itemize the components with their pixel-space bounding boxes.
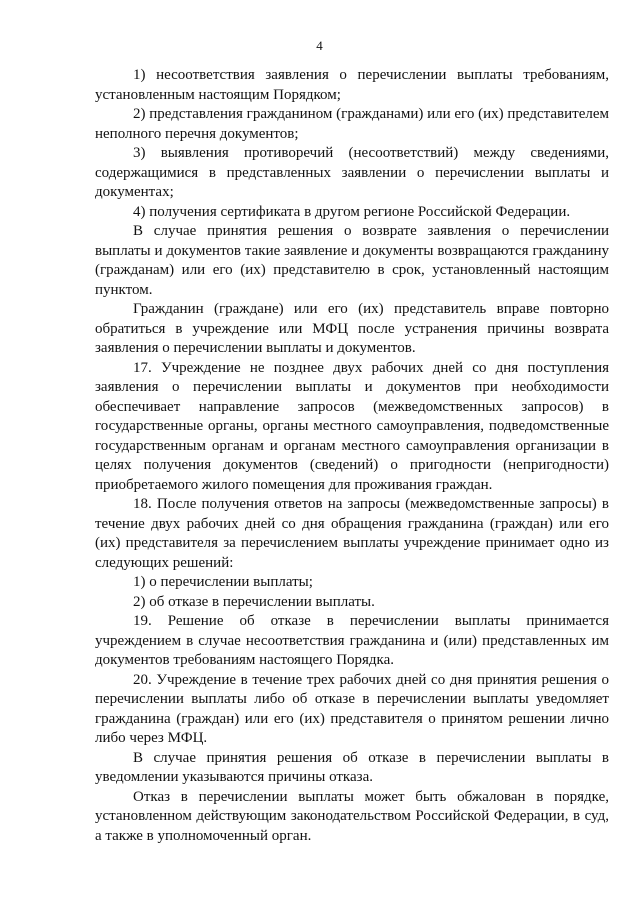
paragraph: 18. После получения ответов на запросы (межведомственные запросы) в течение двух рабочих дней со дня обращения гражданина (граждан) или его (их) представителя за перечислением выплаты учреждение принимает одно из следующих решений:: [95, 496, 609, 571]
paragraph: 2) об отказе в перечислении выплаты.: [133, 593, 375, 610]
paragraph: 19. Решение об отказе в перечислении выплаты принимается учреждением в случае несоответствия гражданина и (или) представленных им документов требованиям настоящего Порядка.: [95, 613, 609, 668]
paragraph: В случае принятия решения о возврате заявления о перечислении выплаты и документов такие заявление и документы возвращаются гражданину (гражданам) или его (их) представителю в срок, установленный настоящим пунктом.: [95, 223, 609, 298]
paragraph: В случае принятия решения об отказе в перечислении выплаты в уведомлении указываются причины отказа.: [95, 749, 609, 785]
paragraph: 2) представления гражданином (гражданами) или его (их) представителем неполного перечня документов;: [95, 106, 609, 142]
document-body: [95, 66, 609, 846]
paragraph: Гражданин (граждане) или его (их) представитель вправе повторно обратиться в учреждение или МФЦ после устранения причины возврата заявления о перечислении выплаты и документов.: [95, 301, 609, 356]
paragraph: 20. Учреждение в течение трех рабочих дней со дня принятия решения о перечислении выплаты либо об отказе в перечислении выплаты уведомляет гражданина (граждан) или его (их) представителя о принятом решении лично либо через МФЦ.: [95, 671, 609, 746]
paragraph: 3) выявления противоречий (несоответствий) между сведениями, содержащимися в представленных заявлении о перечислении выплаты и документах;: [95, 145, 609, 200]
paragraph: 1) о перечислении выплаты;: [133, 574, 313, 590]
paragraph: 1) несоответствия заявления о перечислении выплаты требованиям, установленным настоящим Порядком;: [95, 67, 609, 103]
page-number: 4: [316, 38, 323, 53]
paragraph: 17. Учреждение не позднее двух рабочих дней со дня поступления заявления о перечислении выплаты и документов при необходимости обеспечивает направление запросов (межведомственных запросов) в государственные органы, органы местного самоуправления, подведомственные государственным органам и органам местного самоуправления организации в целях получения документов (сведений) о пригодности (непригодности) приобретаемого жилого помещения для проживания граждан.: [95, 359, 609, 493]
paragraph: 4) получения сертификата в другом регионе Российской Федерации.: [133, 203, 571, 220]
paragraph: Отказ в перечислении выплаты может быть обжалован в порядке, установленном действующим законодательством Российской Федерации, в суд, а также в уполномоченный орган.: [95, 788, 609, 844]
